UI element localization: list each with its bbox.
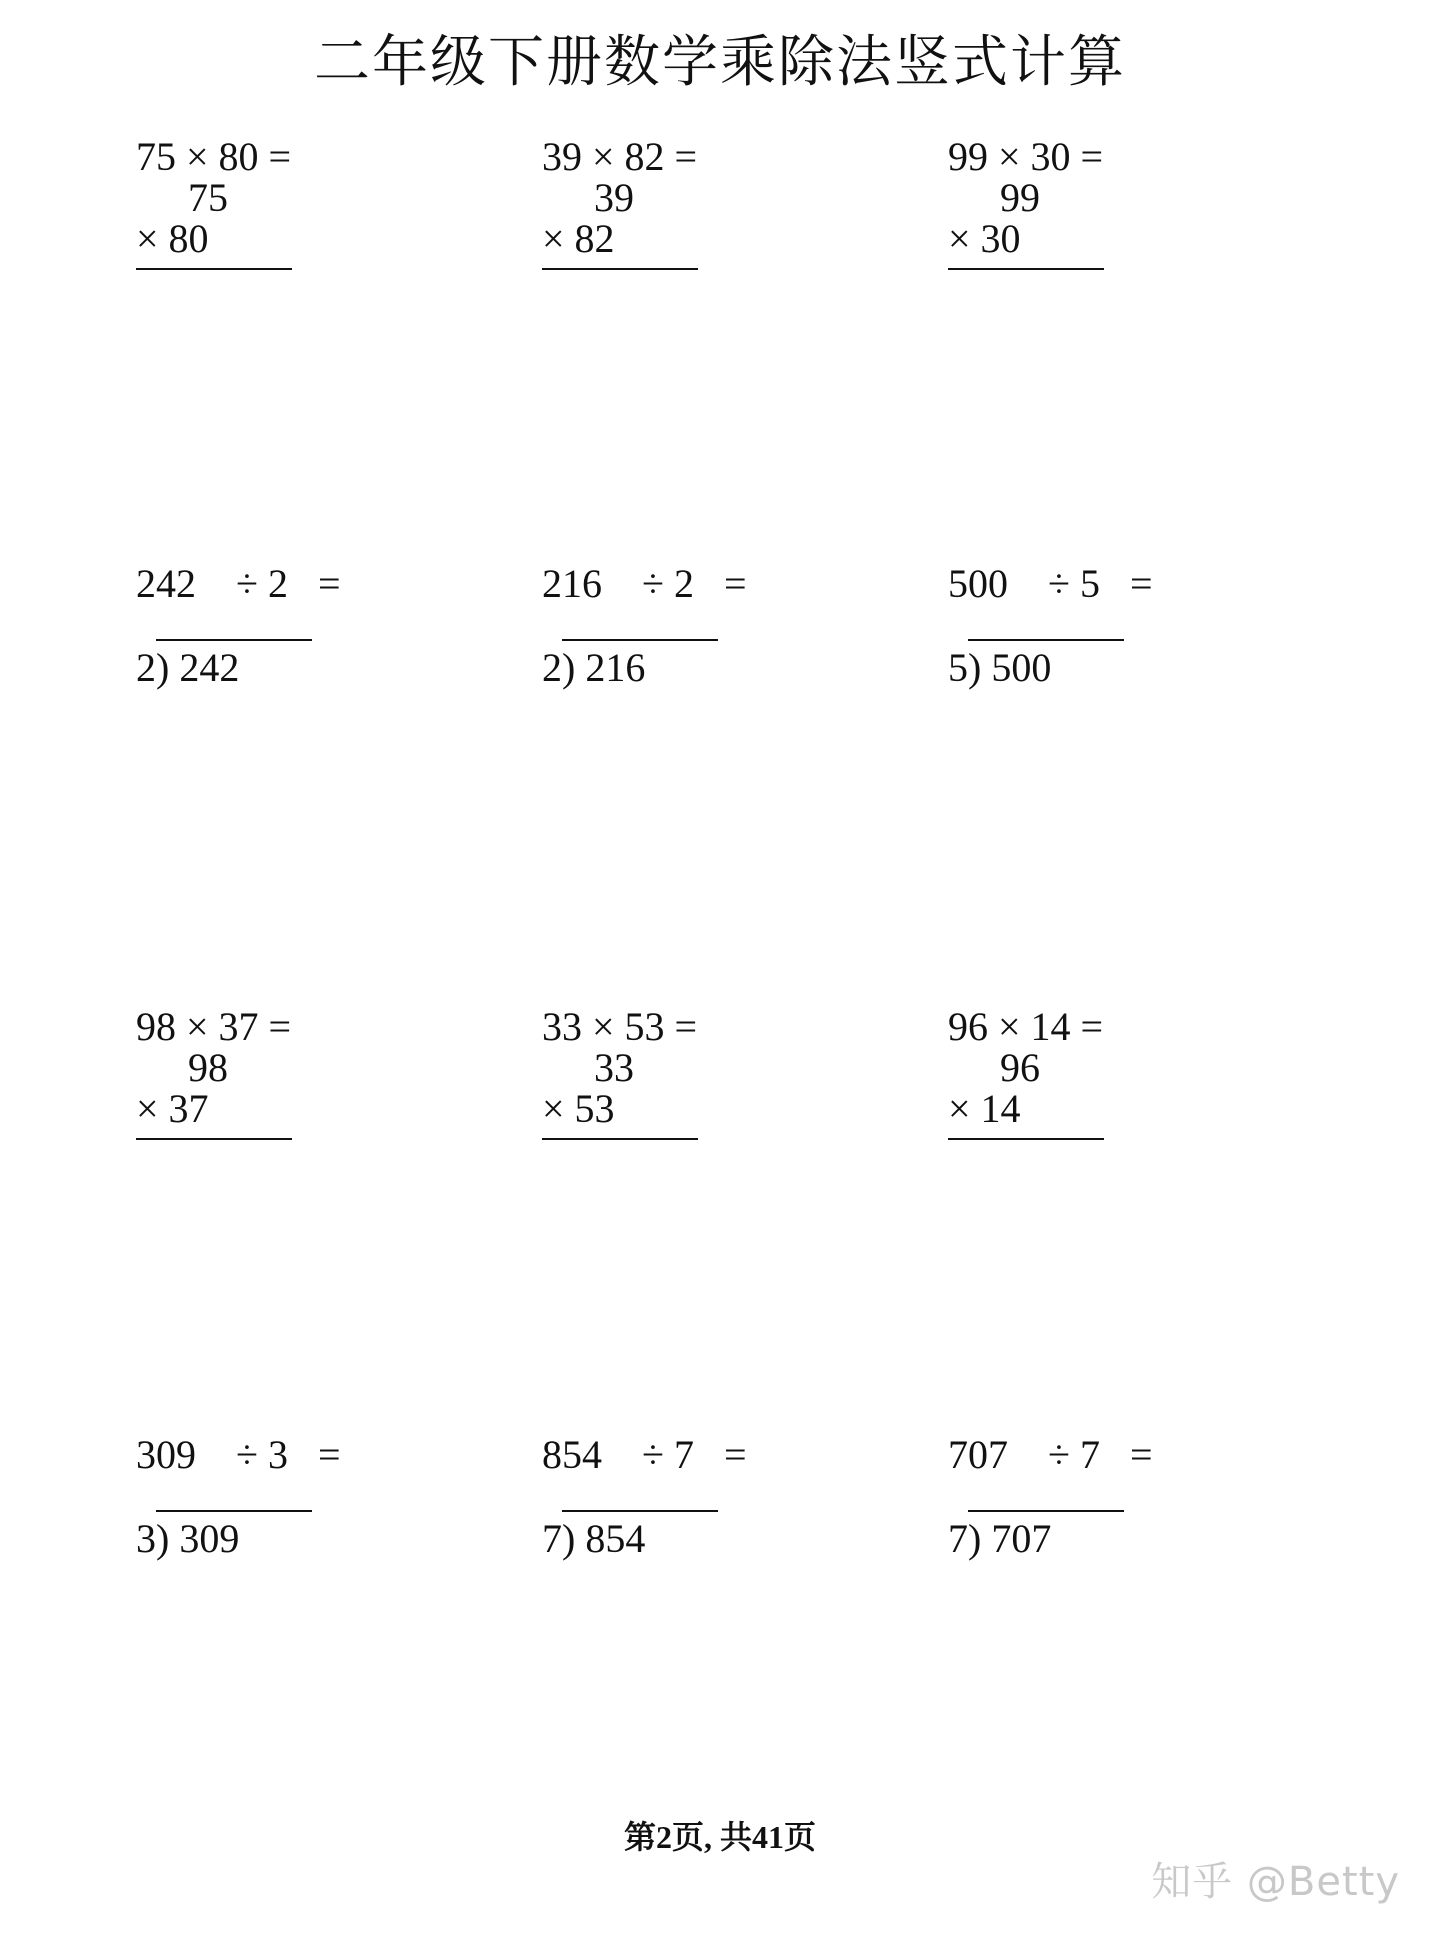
division-problem — [948, 1434, 1268, 1634]
division-problem — [948, 563, 1268, 763]
vertical-top-number: 33 — [594, 1045, 634, 1090]
answer-line — [948, 268, 1104, 270]
multiplication-problem — [542, 1006, 862, 1206]
multiplication-problem — [542, 136, 862, 336]
answer-line — [136, 268, 292, 270]
answer-line — [542, 268, 698, 270]
problem-equation: 75 × 80 = — [136, 134, 292, 179]
answer-line — [542, 1138, 698, 1140]
multiplication-problem — [948, 1006, 1268, 1206]
vertical-top-number: 99 — [1000, 175, 1040, 220]
multiplication-problem — [136, 1006, 456, 1206]
division-bracket-line — [156, 1510, 312, 1512]
problem-equation: 39 × 82 = — [542, 134, 698, 179]
long-division-row: 3) 309 — [136, 1516, 240, 1561]
division-bracket-line — [562, 639, 718, 641]
problem-equation: 99 × 30 = — [948, 134, 1104, 179]
vertical-bottom-number: × 80 — [136, 216, 209, 261]
vertical-top-number: 98 — [188, 1045, 228, 1090]
answer-line — [948, 1138, 1104, 1140]
page-number: 第2页, 共41页 — [623, 1819, 816, 1855]
long-division-row: 2) 216 — [542, 645, 646, 690]
division-problem — [136, 1434, 456, 1634]
problem-equation: 216 ÷ 2 = — [542, 561, 747, 606]
division-problem — [542, 1434, 862, 1634]
problem-equation: 309 ÷ 3 = — [136, 1432, 341, 1477]
problem-equation: 707 ÷ 7 = — [948, 1432, 1153, 1477]
answer-line — [136, 1138, 292, 1140]
page-title: 二年级下册数学乘除法竖式计算 — [314, 30, 1126, 95]
division-bracket-line — [968, 1510, 1124, 1512]
division-problem — [542, 563, 862, 763]
vertical-bottom-number: × 53 — [542, 1086, 615, 1131]
multiplication-problem — [948, 136, 1268, 336]
problem-equation: 242 ÷ 2 = — [136, 561, 341, 606]
division-bracket-line — [156, 639, 312, 641]
long-division-row: 7) 707 — [948, 1516, 1052, 1561]
problem-equation: 500 ÷ 5 = — [948, 561, 1153, 606]
watermark: 知乎 @Betty — [1151, 1859, 1400, 1905]
problem-equation: 854 ÷ 7 = — [542, 1432, 747, 1477]
vertical-bottom-number: × 14 — [948, 1086, 1021, 1131]
vertical-top-number: 39 — [594, 175, 634, 220]
problem-equation: 98 × 37 = — [136, 1004, 292, 1049]
division-bracket-line — [968, 639, 1124, 641]
vertical-bottom-number: × 37 — [136, 1086, 209, 1131]
vertical-bottom-number: × 30 — [948, 216, 1021, 261]
problem-equation: 96 × 14 = — [948, 1004, 1104, 1049]
long-division-row: 5) 500 — [948, 645, 1052, 690]
long-division-row: 7) 854 — [542, 1516, 646, 1561]
vertical-top-number: 75 — [188, 175, 228, 220]
vertical-top-number: 96 — [1000, 1045, 1040, 1090]
vertical-bottom-number: × 82 — [542, 216, 615, 261]
division-bracket-line — [562, 1510, 718, 1512]
multiplication-problem — [136, 136, 456, 336]
division-problem — [136, 563, 456, 763]
long-division-row: 2) 242 — [136, 645, 240, 690]
problem-equation: 33 × 53 = — [542, 1004, 698, 1049]
